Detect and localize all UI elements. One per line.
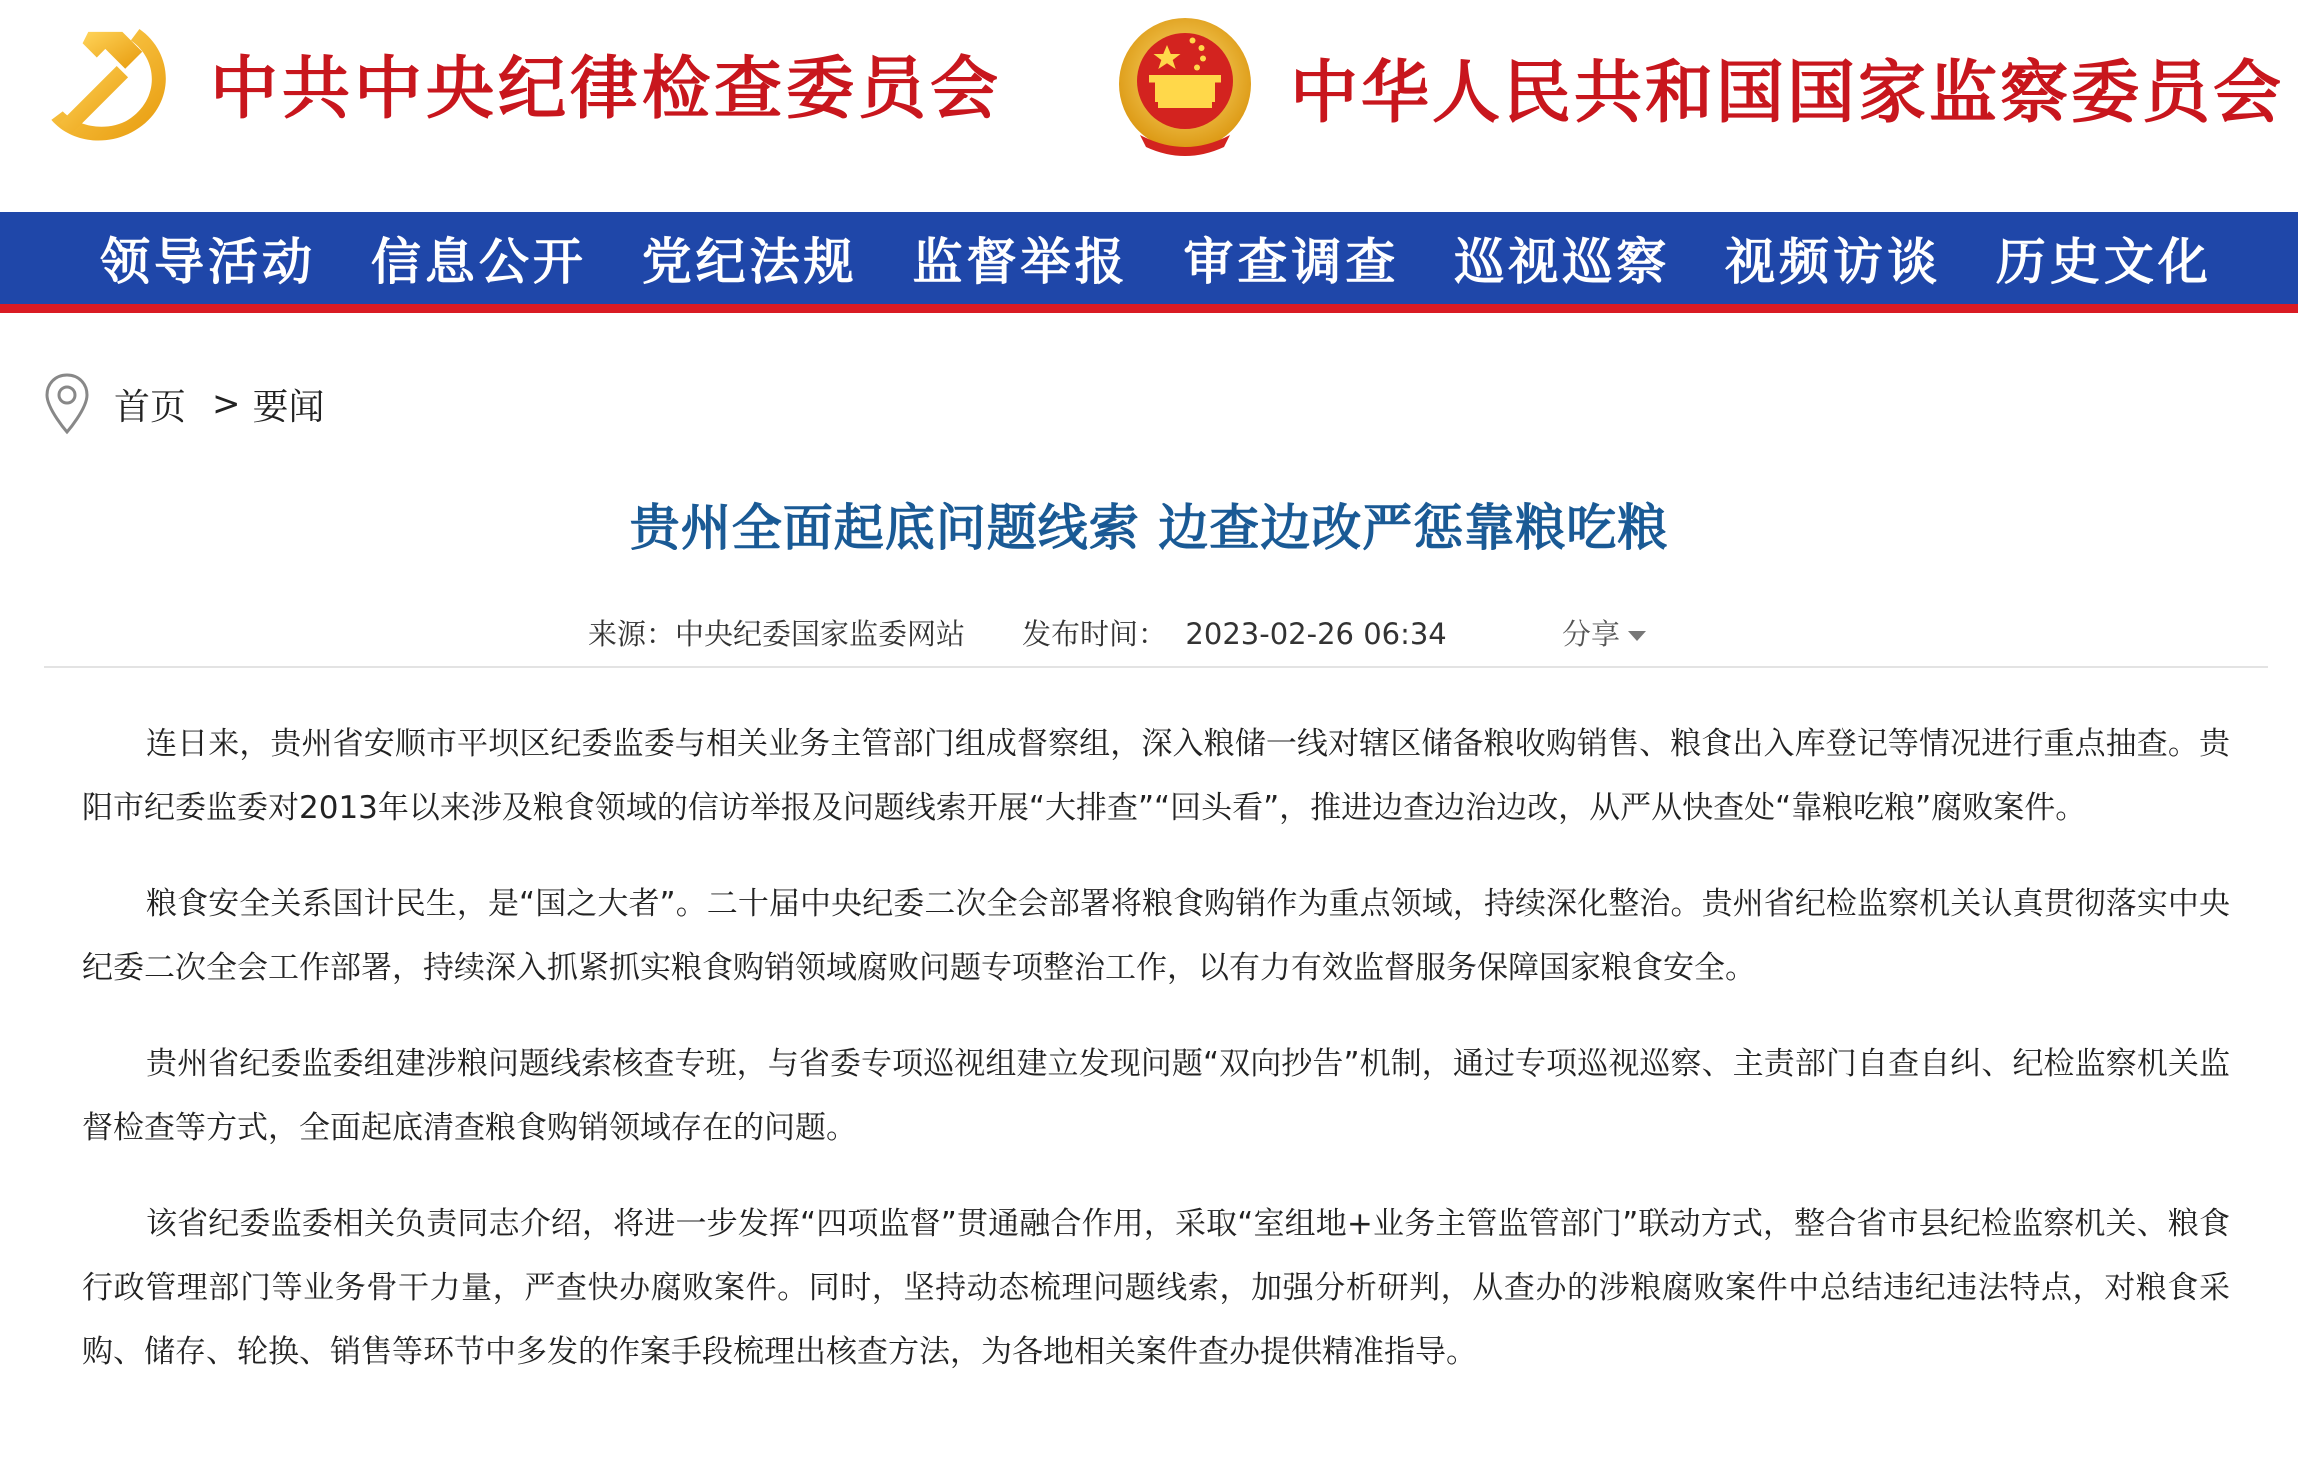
nav-item-leadership[interactable]: 领导活动 <box>100 232 316 291</box>
ccdi-org-name: 中共中央纪律检查委员会 <box>210 48 1003 129</box>
nav-item-video[interactable]: 视频访谈 <box>1725 232 1942 291</box>
breadcrumb-current[interactable]: 要闻 <box>252 386 325 428</box>
breadcrumb <box>44 372 325 436</box>
site-header <box>0 0 2298 212</box>
nav-item-investigation[interactable]: 审查调查 <box>1183 232 1400 291</box>
nsc-org-name: 中华人民共和国国家监察委员会 <box>1290 52 2285 133</box>
ccdi-logo[interactable] <box>40 12 1002 154</box>
meta-divider <box>44 666 2268 668</box>
article-publish-time: 发布时间： 2023-02-26 06:34 <box>1022 617 1447 651</box>
share-label: 分享 <box>1562 617 1621 651</box>
caret-down-icon <box>1628 631 1646 641</box>
article-paragraph: 该省纪委监委相关负责同志介绍，将进一步发挥“四项监督”贯通融合作用，采取“室组地+业务主管监管部门”联动方式，整合省市县纪检监察机关、粮食行政管理部门等业务骨干力量，严查快办腐败案件。同时，坚持动态梳理问题线索，加强分析研判，从查办的涉粮腐败案件中总结违纪违法特点，对粮食采购、储存、轮换、销售等环节中多发的作案手段梳理出核查方法，为各地相关案件查办提供精准指导。 <box>82 1206 2230 1370</box>
nav-item-history[interactable]: 历史文化 <box>1995 232 2212 291</box>
article-body <box>82 712 2230 1416</box>
nsc-logo[interactable] <box>1110 12 2284 162</box>
main-nav <box>0 212 2298 313</box>
article-paragraph: 连日来，贵州省安顺市平坝区纪委监委与相关业务主管部门组成督察组，深入粮储一线对辖区储备粮收购销售、粮食出入库登记等情况进行重点抽查。贵阳市纪委监委对2013年以来涉及粮食领域的信访举报及问题线索开展“大排查”“回头看”，推进边查边治边改，从严从快查处“靠粮吃粮”腐败案件。 <box>82 726 2230 826</box>
share-button[interactable] <box>1562 612 1646 653</box>
location-pin-icon <box>44 372 90 436</box>
article-paragraph: 贵州省纪委监委组建涉粮问题线索核查专班，与省委专项巡视组建立发现问题“双向抄告”机制，通过专项巡视巡察、主责部门自查自纠、纪检监察机关监督检查等方式，全面起底清查粮食购销领域存在的问题。 <box>82 1046 2230 1146</box>
breadcrumb-separator: > <box>212 384 241 424</box>
article-meta <box>0 612 2298 652</box>
article-source: 来源：中央纪委国家监委网站 <box>588 617 966 651</box>
article-paragraph: 粮食安全关系国计民生，是“国之大者”。二十届中央纪委二次全会部署将粮食购销作为重点领域，持续深化整治。贵州省纪检监察机关认真贯彻落实中央纪委二次全会工作部署，持续深入抓紧抓实粮食购销领域腐败问题专项整治工作，以有力有效监督服务保障国家粮食安全。 <box>82 886 2230 986</box>
article-title: 贵州全面起底问题线索 边查边改严惩靠粮吃粮 <box>629 499 1669 557</box>
nav-item-inspection[interactable]: 巡视巡察 <box>1454 232 1671 291</box>
state-emblem-icon <box>1110 12 1260 162</box>
breadcrumb-home-link[interactable]: 首页 <box>114 386 187 428</box>
party-emblem-icon <box>40 12 182 154</box>
nav-item-regulations[interactable]: 党纪法规 <box>641 232 858 291</box>
nav-item-report[interactable]: 监督举报 <box>912 232 1129 291</box>
nav-item-information[interactable]: 信息公开 <box>370 232 587 291</box>
